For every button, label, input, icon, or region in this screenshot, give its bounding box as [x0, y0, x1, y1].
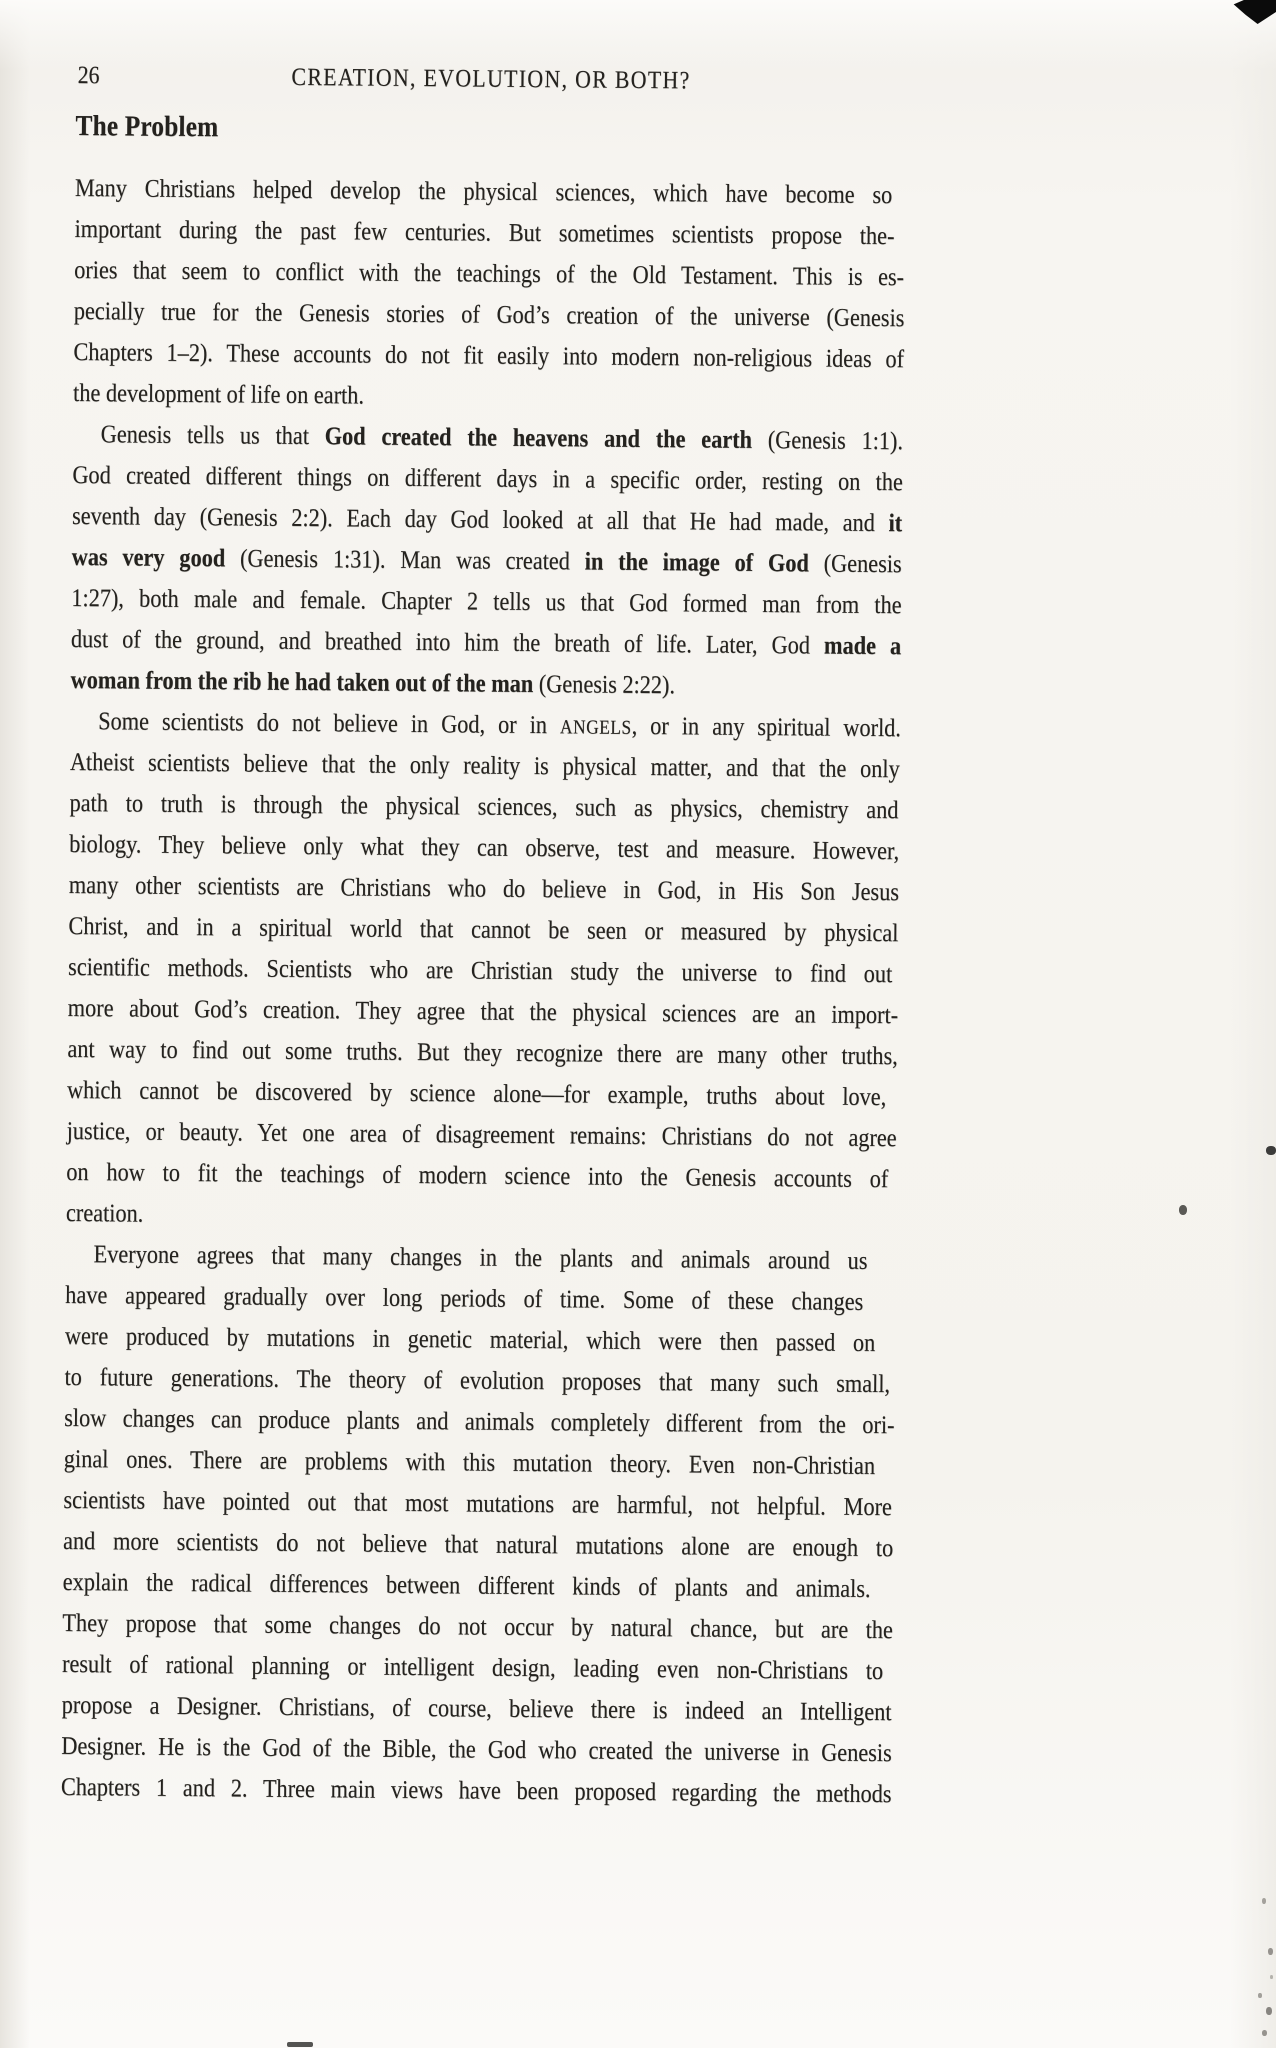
scan-speck	[1266, 2007, 1272, 2015]
text-line: They propose that some changes do not occur by natural chance, but are the	[62, 1607, 894, 1645]
text-line: scientific methods. Scientists who are Christian study the universe to find out	[67, 951, 893, 989]
text-line: Atheist scientists believe that the only reality is physical matter, and that the only	[69, 746, 900, 784]
page-content	[61, 62, 906, 1814]
scan-speck	[1268, 1948, 1273, 1955]
text-line: justice, or beauty. Yet one area of disagreement remains: Christians do not agree	[66, 1115, 897, 1153]
page-header	[76, 62, 907, 105]
text-line: seventh day (Genesis 2:2). Each day God looked at all that He had made, and it	[71, 500, 903, 538]
scan-speck	[1179, 1205, 1187, 1215]
text-line: Christ, and in a spiritual world that cannot be seen or measured by physical	[68, 910, 899, 948]
text-line: dust of the ground, and breathed into him the breath of life. Later, God made a	[70, 623, 902, 661]
body-text	[61, 167, 906, 1814]
text-line: Everyone agrees that many changes in the plants and animals around us	[93, 1239, 868, 1275]
text-line: pecially true for the Genesis stories of God’s creation of the universe (Genesis	[73, 295, 905, 333]
text-line: ories that seem to conflict with the teachings of the Old Testament. This is es-	[74, 254, 905, 292]
text-line: Genesis tells us that God created the heavens and the earth (Genesis 1:1).	[100, 419, 904, 456]
text-line: path to truth is through the physical sciences, such as physics, chemistry and	[69, 787, 899, 825]
text-line: scientists have pointed out that most mutations are harmful, not helpful. More	[63, 1484, 893, 1522]
text-line: creation.	[65, 1197, 144, 1228]
text-line: Chapters 1 and 2. Three main views have been proposed regarding the methods	[60, 1771, 892, 1809]
scan-speck	[1270, 1975, 1273, 1979]
text-line: Many Christians helped develop the physical sciences, which have become so	[74, 172, 893, 210]
text-line: result of rational planning or intelligent design, leading even non-Christians to	[61, 1648, 884, 1686]
page-number: 26	[77, 62, 100, 90]
scan-speck	[1258, 1993, 1262, 1998]
text-line: explain the radical differences between different kinds of plants and animals.	[62, 1566, 871, 1603]
text-line: woman from the rib he had taken out of the man (Genesis 2:22).	[70, 664, 676, 700]
text-line: ginal ones. There are problems with this mutation theory. Even non-Christian	[63, 1443, 876, 1481]
text-line: 1:27), both male and female. Chapter 2 tells us that God formed man from the	[71, 582, 902, 620]
text-line: slow changes can produce plants and animals completely different from the ori-	[64, 1402, 895, 1440]
text-line: and more scientists do not believe that natural mutations alone are enough to	[62, 1525, 894, 1563]
text-line: which cannot be discovered by science alone—for example, truths about love,	[66, 1074, 887, 1112]
scan-speck	[287, 2042, 313, 2047]
section-heading: The Problem	[75, 109, 219, 144]
text-line: propose a Designer. Christians, of course, believe there is indeed an Intelligent	[61, 1689, 892, 1727]
text-line: more about God’s creation. They agree that the physical sciences are an import-	[67, 992, 899, 1030]
scan-corner-artifact	[1230, 0, 1276, 24]
text-line: God created different things on different days in a specific order, resting on the	[72, 459, 903, 497]
text-line: on how to fit the teachings of modern science into the Genesis accounts of	[66, 1156, 889, 1194]
text-line: biology. They believe only what they can observe, test and measure. However,	[69, 828, 900, 866]
text-line: ant way to find out some truths. But they recognize there are many other truths,	[67, 1033, 898, 1071]
text-line: were produced by mutations in genetic material, which were then passed on	[64, 1320, 876, 1358]
text-line: was very good (Genesis 1:31). Man was created in the image of God (Genesis	[71, 541, 902, 579]
text-line: to future generations. The theory of evolution proposes that many such small,	[64, 1361, 891, 1399]
text-line: have appeared gradually over long periods of time. Some of these changes	[65, 1279, 864, 1316]
text-line: many other scientists are Christians who do believe in God, in His Son Jesus	[68, 869, 900, 907]
scan-speck	[1266, 1146, 1276, 1155]
text-line: Designer. He is the God of the Bible, the God who created the universe in Genesis	[61, 1730, 892, 1768]
running-title: CREATION, EVOLUTION, OR BOTH?	[291, 63, 691, 95]
text-line: the development of life on earth.	[72, 377, 365, 410]
scan-speck	[1262, 2030, 1267, 2036]
text-line: Some scientists do not believe in God, or in ANGELS, or in any spiritual world.	[98, 706, 902, 743]
scan-speck	[1262, 1898, 1266, 1904]
text-line: important during the past few centuries. But sometimes scientists propose the-	[74, 213, 895, 251]
text-line: Chapters 1–2). These accounts do not fit easily into modern non-religious ideas of	[73, 336, 905, 374]
